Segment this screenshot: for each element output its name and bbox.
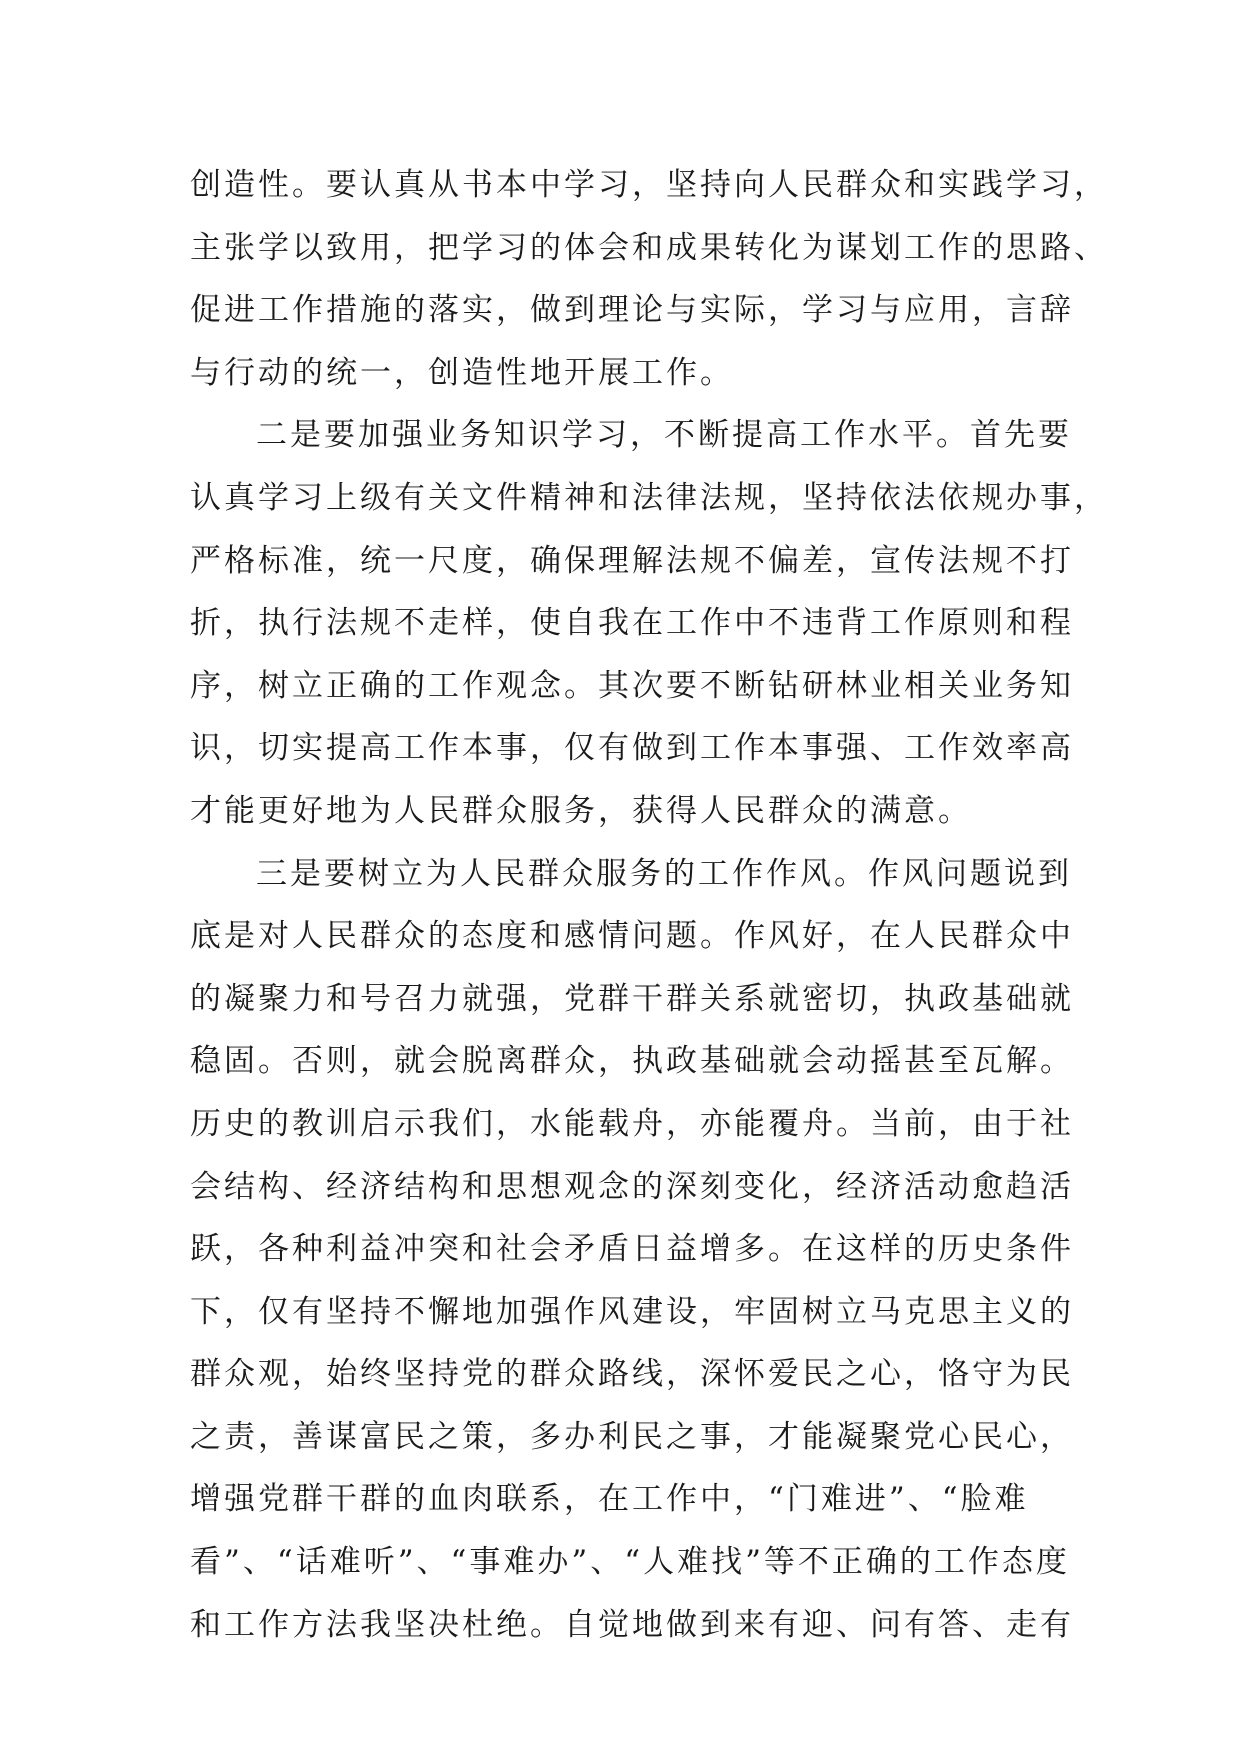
text-line: 主张学以致用，把学习的体会和成果转化为谋划工作的思路、 xyxy=(190,229,1108,266)
text-line: 促进工作措施的落实，做到理论与实际，学习与应用，言辞 xyxy=(190,292,1074,329)
text-line: 底是对人民群众的态度和感情问题。作风好，在人民群众中 xyxy=(190,918,1074,955)
text-line: 下，仅有坚持不懈地加强作风建设，牢固树立马克思主义的 xyxy=(190,1293,1074,1330)
text-line: 严格标准，统一尺度，确保理解法规不偏差，宣传法规不打 xyxy=(190,542,1074,579)
text-line: 才能更好地为人民群众服务，获得人民群众的满意。 xyxy=(190,792,972,829)
text-line: 群众观，始终坚持党的群众路线，深怀爱民之心，恪守为民 xyxy=(190,1356,1074,1393)
text-line: 会结构、经济结构和思想观念的深刻变化，经济活动愈趋活 xyxy=(190,1168,1074,1205)
text-line: 看”、“话难听”、“事难办”、“人难找”等不正确的工作态度 xyxy=(190,1544,1070,1581)
text-line: 创造性。要认真从书本中学习，坚持向人民群众和实践学习， xyxy=(190,167,1108,203)
paragraph-start-line: 二是要加强业务知识学习，不断提高工作水平。首先要 xyxy=(256,417,1072,454)
text-line: 之责，善谋富民之策，多办利民之事，才能凝聚党心民心， xyxy=(190,1418,1074,1455)
text-line: 跃，各种利益冲突和社会矛盾日益增多。在这样的历史条件 xyxy=(190,1231,1074,1268)
text-line: 历史的教训启示我们，水能载舟，亦能覆舟。当前，由于社 xyxy=(190,1105,1074,1142)
document-body xyxy=(190,154,1108,1656)
text-line: 识，切实提高工作本事，仅有做到工作本事强、工作效率高 xyxy=(190,730,1074,767)
text-line: 认真学习上级有关文件精神和法律法规，坚持依法依规办事， xyxy=(190,479,1108,516)
text-line: 折，执行法规不走样，使自我在工作中不违背工作原则和程 xyxy=(190,605,1074,642)
text-line: 的凝聚力和号召力就强，党群干群关系就密切，执政基础就 xyxy=(190,980,1074,1017)
text-line: 增强党群干群的血肉联系，在工作中，“门难进”、“脸难 xyxy=(190,1481,1029,1518)
text-line: 与行动的统一，创造性地开展工作。 xyxy=(190,354,734,391)
text-line: 序，树立正确的工作观念。其次要不断钻研林业相关业务知 xyxy=(190,667,1074,704)
paragraph-start-line: 三是要树立为人民群众服务的工作作风。作风问题说到 xyxy=(256,855,1072,892)
text-line: 和工作方法我坚决杜绝。自觉地做到来有迎、问有答、走有 xyxy=(190,1606,1074,1643)
text-line: 稳固。否则，就会脱离群众，执政基础就会动摇甚至瓦解。 xyxy=(190,1043,1074,1080)
